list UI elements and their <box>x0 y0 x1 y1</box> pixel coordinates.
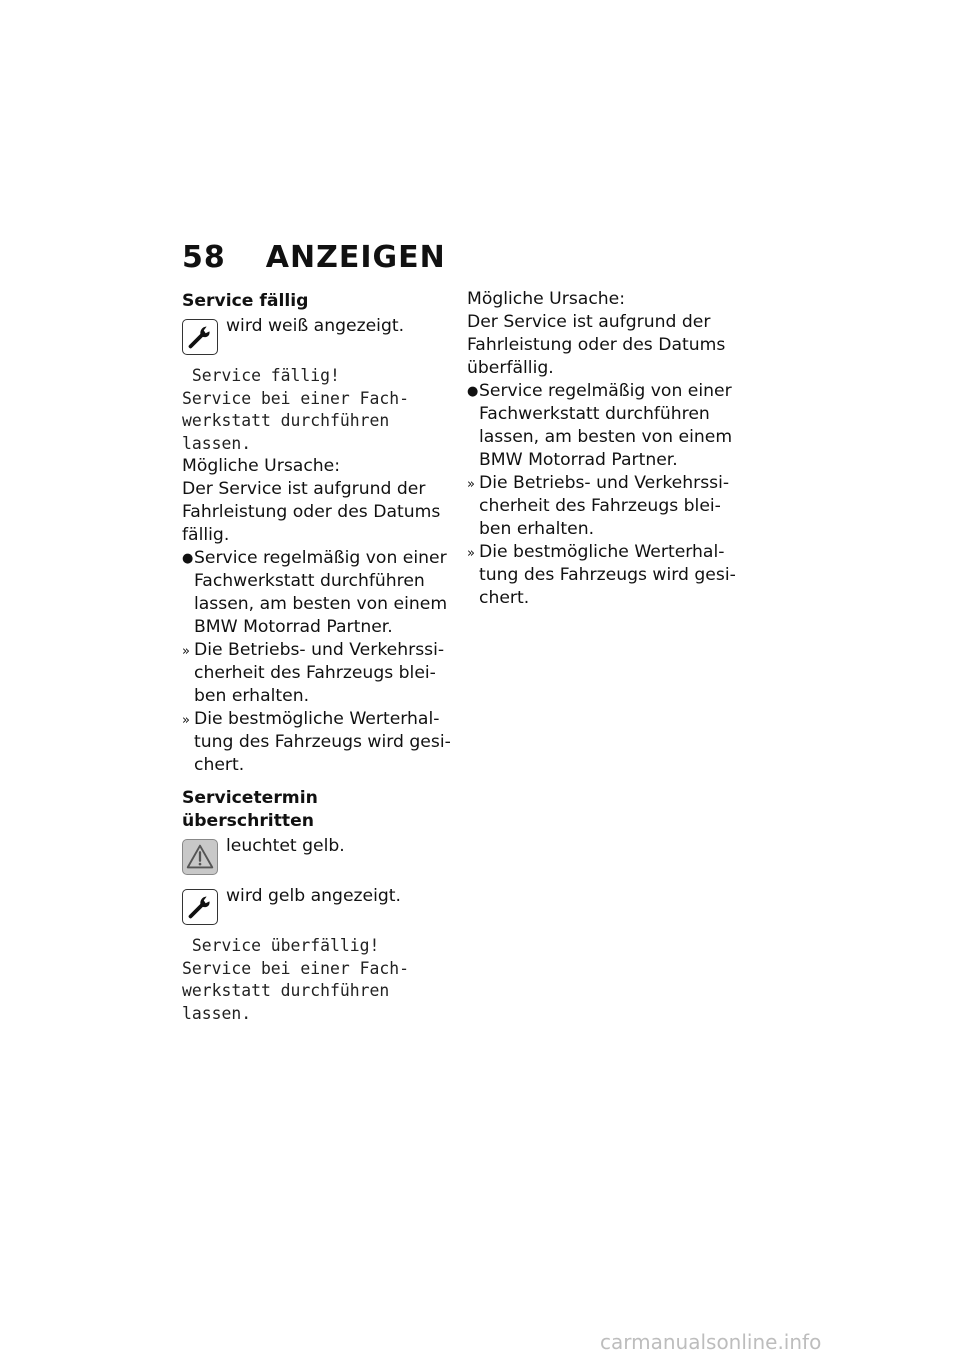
result-arrow-icon: » <box>182 713 190 728</box>
page-title: ANZEIGEN <box>265 240 446 275</box>
list-item: ● Service regelmäßig von einer Fachwerkstatt durchführen lassen, am besten von einem BMW Motorrad Partner. <box>467 381 733 470</box>
cause-label: Mögliche Ursache: <box>467 289 626 309</box>
warning-triangle-icon <box>182 839 218 875</box>
action-list <box>182 547 452 777</box>
wrench-icon <box>182 889 218 925</box>
section-heading-service-overdue: Servicetermin überschritten <box>182 788 318 831</box>
list-item: ● Service regelmäßig von einer Fachwerkstatt durchführen lassen, am besten von einem BMW Motorrad Partner. <box>182 548 448 637</box>
section-heading-service-due: Service fällig <box>182 291 309 311</box>
display-message-service-due: Service fällig! Service bei einer Fach- werkstatt durchführen lassen. <box>182 366 409 453</box>
display-message-service-overdue: Service überfällig! Service bei einer Fach- werkstatt durchführen lassen. <box>182 936 409 1023</box>
warning-icon-text: leuchtet gelb. <box>226 836 345 856</box>
service-icon-row-overdue <box>182 885 452 929</box>
wrench-icon <box>182 319 218 355</box>
warning-icon-row <box>182 835 452 879</box>
result-arrow-icon: » <box>467 546 475 561</box>
service-icon-row <box>182 315 452 359</box>
cause-text: Der Service ist aufgrund der Fahrleistung oder des Datums fällig. <box>182 479 441 545</box>
list-item: » Die bestmögliche Werterhal-tung des Fahrzeugs wird gesi-chert. <box>182 709 451 775</box>
result-arrow-icon: » <box>182 644 190 659</box>
watermark: carmanualsonline.info <box>600 1330 822 1354</box>
bullet-icon: ● <box>182 551 194 566</box>
right-column <box>467 288 742 610</box>
page-header <box>182 240 446 275</box>
cause-label: Mögliche Ursache: <box>182 456 341 476</box>
service-icon-text: wird weiß angezeigt. <box>226 316 405 336</box>
cause-text: Der Service ist aufgrund der Fahrleistung oder des Datums überfällig. <box>467 312 726 378</box>
page-number: 58 <box>182 240 226 275</box>
action-list <box>467 380 742 610</box>
list-item: » Die Betriebs- und Verkehrssi-cherheit des Fahrzeugs blei-ben erhalten. <box>182 640 445 706</box>
result-arrow-icon: » <box>467 477 475 492</box>
left-column <box>182 288 452 1025</box>
list-item: » Die bestmögliche Werterhal-tung des Fahrzeugs wird gesi-chert. <box>467 542 736 608</box>
service-overdue-icon-text: wird gelb angezeigt. <box>226 886 401 906</box>
bullet-icon: ● <box>467 384 479 399</box>
list-item: » Die Betriebs- und Verkehrssi-cherheit des Fahrzeugs blei-ben erhalten. <box>467 473 730 539</box>
